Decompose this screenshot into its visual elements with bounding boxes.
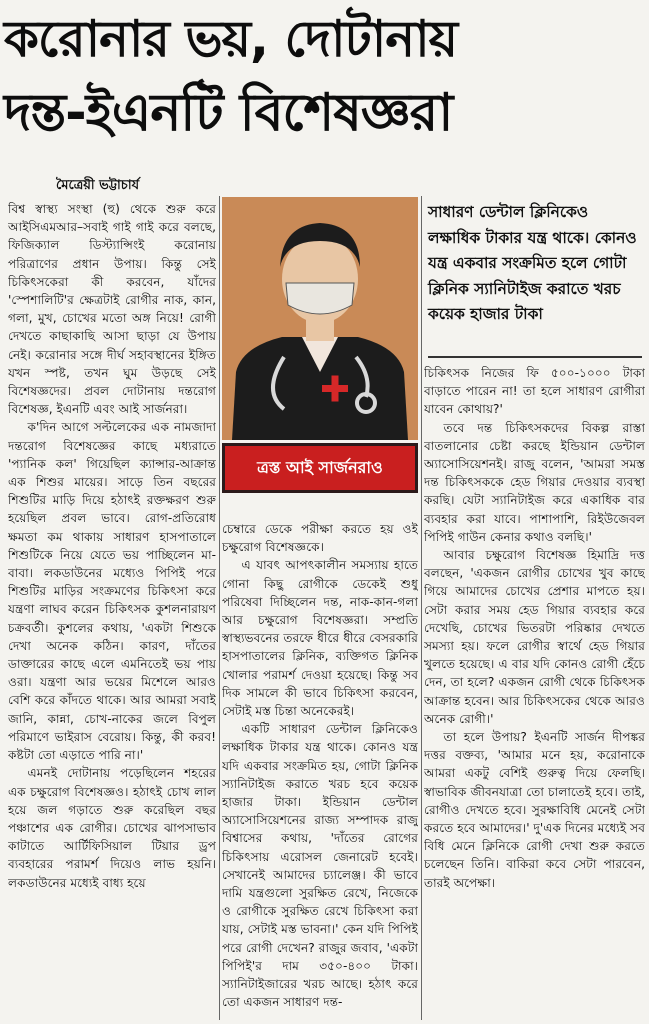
pull-quote-divider	[428, 356, 642, 358]
photo-caption: ত্রস্ত আই সার্জনরাও	[222, 443, 418, 493]
paragraph: তবে দন্ত চিকিৎসকদের বিকল্প রাস্তা বাতলানোর চেষ্টা করছে ইন্ডিয়ান ডেন্টাল অ্যাসোসিয়েশনই। রাজু বলেন, 'আমরা সমস্ত দন্ত চিকিৎসককে হেড গিয়ার দেওয়ার ব্যবস্থা করছি। যেটা স্যানিটাইজ করে একাধিক বার ব্যবহার করা যাবে। পাশাপাশি, রিইউজেবল পিপিই গাউন কেনার কথাও বলছি।'	[424, 420, 645, 544]
article-column-2	[222, 520, 418, 1020]
pull-quote	[428, 200, 642, 352]
article-column-3	[424, 364, 645, 1020]
paragraph: এমনই দোটানায় পড়েছিলেন শহরের এক চক্ষুরোগ বিশেষজ্ঞও। হঠাৎই চোখ লাল হয়ে জল গড়াতে শুরু করেছিল বছর পঞ্চাশের এক রোগীর। চোখের ঝাপসাভাব কাটাতে আর্টিফিসিয়াল টিয়ার ড্রপ ব্যবহারের পরামর্শ দিয়েও লাভ হয়নি। লকডাউনের মধ্যেই বাধ্য হয়ে	[8, 766, 216, 890]
byline: মৈত্রেয়ী ভট্টাচার্য	[56, 178, 140, 193]
paragraph: এ যাবৎ আপৎকালীন সমস্যায় হাতে গোনা কিছু রোগীকে ডেকেই শুধু পরিষেবা দিচ্ছিলেন দন্ত, নাক-কান-গলা আর চক্ষুরোগ বিশেষজ্ঞরা। সম্প্রতি স্বাস্থ্যভবনের তরফে ধীরে ধীরে বেসরকারি হাসপাতালের ক্লিনিক, ব্যক্তিগত ক্লিনিক খোলার পরামর্শ দেওয়া হয়েছে। কিন্তু সব দিক সামলে কী ভাবে চিকিৎসা করবেন, সেটাই মস্ত চিন্তা অনেকেরই।	[222, 558, 418, 719]
column-divider	[421, 196, 422, 1020]
paragraph: চেম্বারে ডেকে পরীক্ষা করতে হয় ওই চক্ষুরোগ বিশেষজ্ঞকে।	[222, 522, 418, 555]
paragraph: ক'দিন আগে সল্টলেকের এক নামজাদা দন্তরোগ বিশেষজ্ঞের কাছে মধ্যরাতে 'প্যানিক কল' গিয়েছিল ক্যান্সার-আক্রান্ত এক শিশুর মায়ের। সাড়ে তিন বছরের শিশুটির মাড়ি দিয়ে হঠাৎই রক্তক্ষরণ শুরু হয়েছিল প্রবল ভাবে। রোগ-প্রতিরোধ ক্ষমতা কম থাকায় সাধারণ হাসপাতালে শিশুটিকে নিয়ে যেতে ভয় পাচ্ছিলেন মা-বাবা। লকডাউনের মধ্যেও পিপিই পরে শিশুটির মাড়ির সংক্রমণের চিকিৎসা করে যন্ত্রণা লাঘব করেন চিকিৎসক কুশলনারায়ণ চক্রবর্তী। কুশলের কথায়, 'একটা শিশুকে দেখা অনেক কঠিন। কারণ, দাঁতের ডাক্তারের কাছে এলে এমনিতেই ভয় পায় ওরা। যন্ত্রণা আর ভয়ের মিশেলে আরও বেশি করে কাঁদতে থাকে। আর আমরা সবাই জানি, কান্না, চোখ-নাকের জলে বিপুল পরিমাণে ভাইরাস বেরোয়। কিন্তু, কী করব! কষ্টটা তো এড়াতে পারি না।'	[8, 420, 216, 763]
paragraph: বিশ্ব স্বাস্থ্য সংস্থা (হু) থেকে শুরু করে আইসিএমআর–সবাই গাই গাই করে বলছে, ফিজিক্যাল ডিস্ট্যান্সিংই করোনায় পরিত্রাণের প্রধান উপায়। কিন্তু সেই চিকিৎসকেরা কী করবেন, যাঁদের 'স্পেশালিটি'র ক্ষেত্রটাই রোগীর নাক, কান, গলা, মুখ, চোখের মতো অঙ্গ নিয়ে! রোগী দেখতে কাছাকাছি আসা ছাড়া যে উপায় নেই। করোনার সঙ্গে দীর্ঘ সহাবস্থানের ইঙ্গিত যখন স্পষ্ট, তখন ঘুম উড়ছে সেই বিশেষজ্ঞদের। প্রবল দোটানায় দন্তরোগ বিশেষজ্ঞ, ইএনটি এবং আই সার্জনরা।	[8, 202, 216, 417]
paragraph: তা হলে উপায়? ইএনটি সার্জন দীপঙ্কর দত্তর বক্তব্য, 'আমার মনে হয়, করোনাকে আমরা একটু বেশিই গুরুত্ব দিয়ে ফেলছি। স্বাভাবিক জীবনযাত্রা তো চালাতেই হবে। তাই, রোগীও দেখতে হবে। সুরক্ষাবিধি মেনেই সেটা করতে হবে আমাদের।' দু'এক দিনের মধ্যেই সব বিধি মেনে ক্লিনিকে রোগী দেখা শুরু করতে চলেছেন তিনি। বাকিরা কবে সেটা পারবেন, তারই অপেক্ষা।	[424, 730, 645, 890]
headline-line-2: দন্ত-ইএনটি বিশেষজ্ঞরা	[4, 83, 453, 143]
column-divider	[219, 196, 220, 1020]
doctor-icon	[222, 197, 418, 440]
doctor-mask-illustration	[222, 197, 418, 440]
pull-quote-text: সাধারণ ডেন্টাল ক্লিনিকেও লক্ষাধিক টাকার যন্ত্র থাকে। কোনও যন্ত্র একবার সংক্রমিত হলে গোটা ক্লিনিক স্যানিটাইজ করাতে খরচ কয়েক হাজার টাকা	[428, 203, 637, 323]
headline-line-1: করোনার ভয়, দোটানায়	[4, 10, 458, 68]
paragraph: আবার চক্ষুরোগ বিশেষজ্ঞ হিমাদ্রি দত্ত বলছেন, 'একজন রোগীর চোখের খুব কাছে গিয়ে আমাদের চোখের প্রেশার মাপতে হয়। সেটা করার সময় হেড গিয়ার ব্যবহার করে দেখেছি, চোখের ভিতরটা পরিষ্কার দেখতে সমস্যা হয়। ফলে রোগীর স্বার্থে হেড গিয়ার খুলতে হয়েছে। এ বার যদি কোনও রোগী হেঁচে দেন, তা হলে? একজন রোগী থেকে চিকিৎসক আক্রান্ত হবেন। আর চিকিৎসকের থেকে আরও অনেক রোগী।'	[424, 548, 645, 726]
headline	[4, 2, 645, 154]
article-column-1	[8, 200, 216, 1020]
paragraph: একটি সাধারণ ডেন্টাল ক্লিনিকেও লক্ষাধিক টাকার যন্ত্র থাকে। কোনও যন্ত্র যদি একবার সংক্রমিত হয়, গোটা ক্লিনিক স্যানিটাইজ করাতে খরচ হবে কয়েক হাজার টাকা। ইন্ডিয়ান ডেন্টাল অ্যাসোসিয়েশনের রাজ্য সম্পাদক রাজু বিশ্বাসের কথায়, 'দাঁতের রোগের চিকিৎসায় এরোসল জেনারেট হবেই। সেখানেই আমাদের চ্যালেঞ্জ। কী ভাবে দামি যন্ত্রগুলো সুরক্ষিত রেখে, নিজেকে ও রোগীকে সুরক্ষিত রেখে চিকিৎসা করা যায়, সেটাই মস্ত ভাবনা।' কেন যদি পিপিই পরে রোগী দেখেন? রাজুর জবাব, 'একটা পিপিই'র দাম ৩৫০-৪০০ টাকা। স্যানিটাইজারের খরচ আছে। হঠাৎ করে তো একজন সাধারণ দন্ত-	[222, 722, 418, 1010]
paragraph: চিকিৎসক নিজের ফি ৫০০-১০০০ টাকা বাড়াতে পারেন না! তা হলে সাধারণ রোগীরা যাবেন কোথায়?'	[424, 366, 645, 417]
